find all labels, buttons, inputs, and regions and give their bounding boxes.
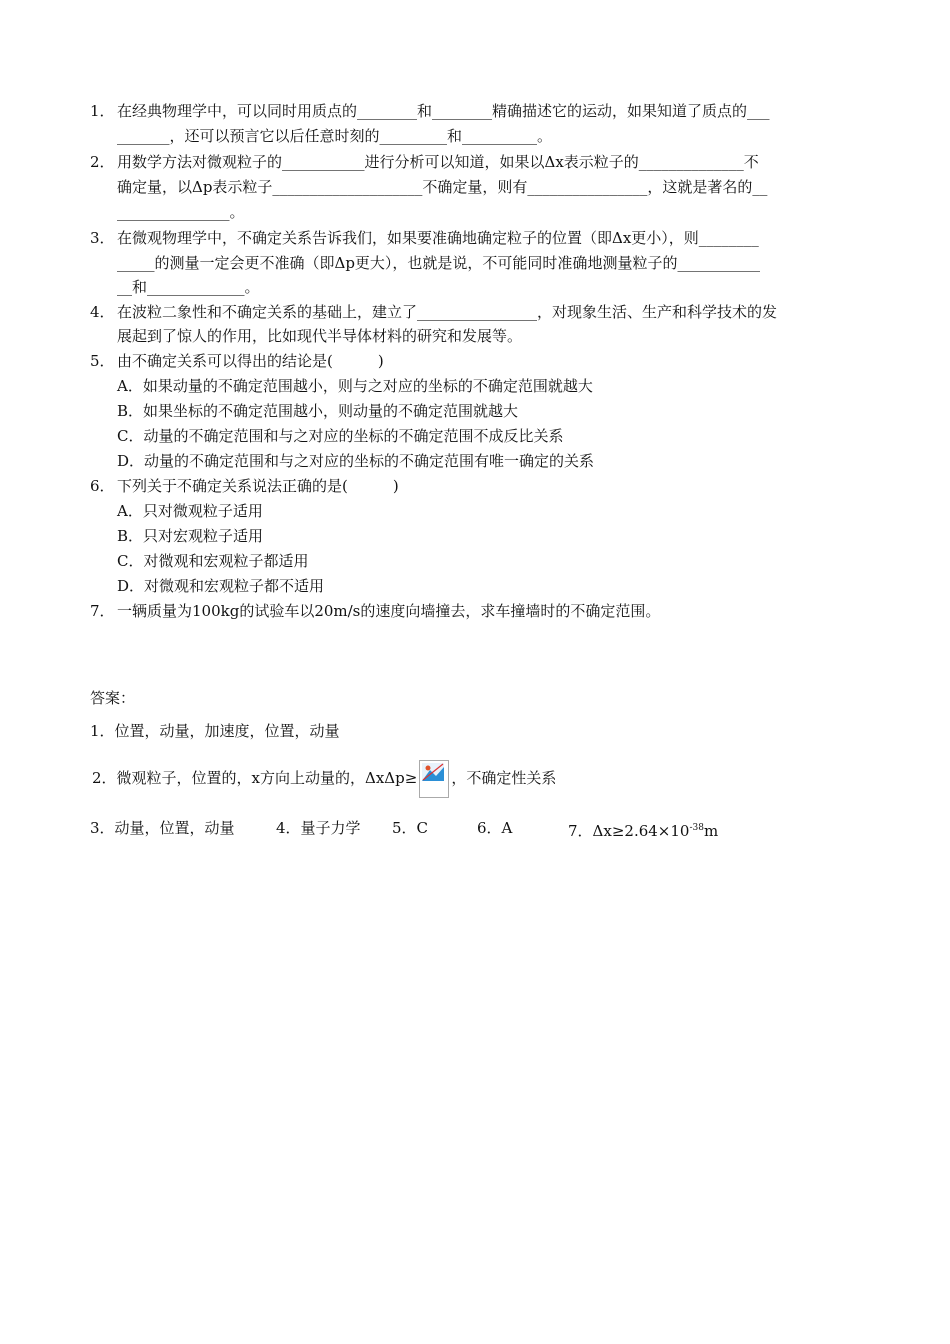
answer-2-suffix: ，不确定性关系 [451,769,557,787]
option-text: A．只对微观粒子适用 [117,502,263,520]
answer-2-prefix: 2．微观粒子，位置的，x方向上动量的，ΔxΔp≥ [92,769,418,787]
option-text: D．动量的不确定范围和与之对应的坐标的不确定范围有唯一确定的关系 [117,452,595,470]
answer-4: 4．量子力学 [276,819,361,837]
question-number: 3． [90,229,115,247]
answer-2 [92,758,556,798]
formula-image-icon [419,760,449,798]
answer-5: 5．C [392,819,429,837]
question-text-line: 确定量，以Δp表示粒子____________________不确定量，则有________________，这就是著名的__ [117,178,768,196]
answers-heading: 答案： [90,689,136,707]
answer-7-exponent: -38 [689,823,704,833]
question-number: 1． [90,102,115,120]
answer-1: 1．位置，动量，加速度，位置，动量 [90,722,340,740]
question-text-line: 由不确定关系可以得出的结论是( ) [117,352,384,370]
question-text-line: _______，还可以预言它以后任意时刻的_________和__________。 [117,127,553,145]
question-number: 6． [90,477,115,495]
option-text: C．对微观和宏观粒子都适用 [117,552,309,570]
question-number: 7． [90,602,115,620]
answer-7-unit: m [703,822,719,840]
question-text-line: _______________。 [117,203,245,221]
question-number: 5． [90,352,115,370]
question-number: 2． [90,153,115,171]
question-text-line: 用数学方法对微观粒子的___________进行分析可以知道，如果以Δx表示粒子的______________不 [117,153,759,171]
question-text-line: 在经典物理学中，可以同时用质点的________和________精确描述它的运动，如果知道了质点的___ [117,102,770,120]
question-text-line: 在微观物理学中，不确定关系告诉我们，如果要准确地确定粒子的位置（即Δx更小），则________ [117,229,759,247]
question-text-line: _____的测量一定会更不准确（即Δp更大），也就是说，不可能同时准确地测量粒子的___________ [117,254,760,272]
option-text: B．只对宏观粒子适用 [117,527,264,545]
answer-6: 6．A [477,819,513,837]
question-text-line: 展起到了惊人的作用，比如现代半导体材料的研究和发展等。 [117,327,523,345]
answer-3: 3．动量，位置，动量 [90,819,235,837]
answer-7 [568,818,718,841]
question-text-line: __和_____________。 [117,278,260,296]
option-text: A．如果动量的不确定范围越小，则与之对应的坐标的不确定范围就越大 [117,377,593,395]
question-text-line: 一辆质量为100kg的试验车以20m/s的速度向墙撞去，求车撞墙时的不确定范围。 [117,602,661,620]
option-text: C．动量的不确定范围和与之对应的坐标的不确定范围不成反比关系 [117,427,564,445]
question-text-line: 下列关于不确定关系说法正确的是( ) [117,477,399,495]
option-text: D．对微观和宏观粒子都不适用 [117,577,325,595]
question-number: 4． [90,303,115,321]
option-text: B．如果坐标的不确定范围越小，则动量的不确定范围就越大 [117,402,519,420]
answer-7-base: 7．Δx≥2.64×10 [568,822,690,840]
question-text-line: 在波粒二象性和不确定关系的基础上，建立了________________，对现象生活、生产和科学技术的发 [117,303,778,321]
